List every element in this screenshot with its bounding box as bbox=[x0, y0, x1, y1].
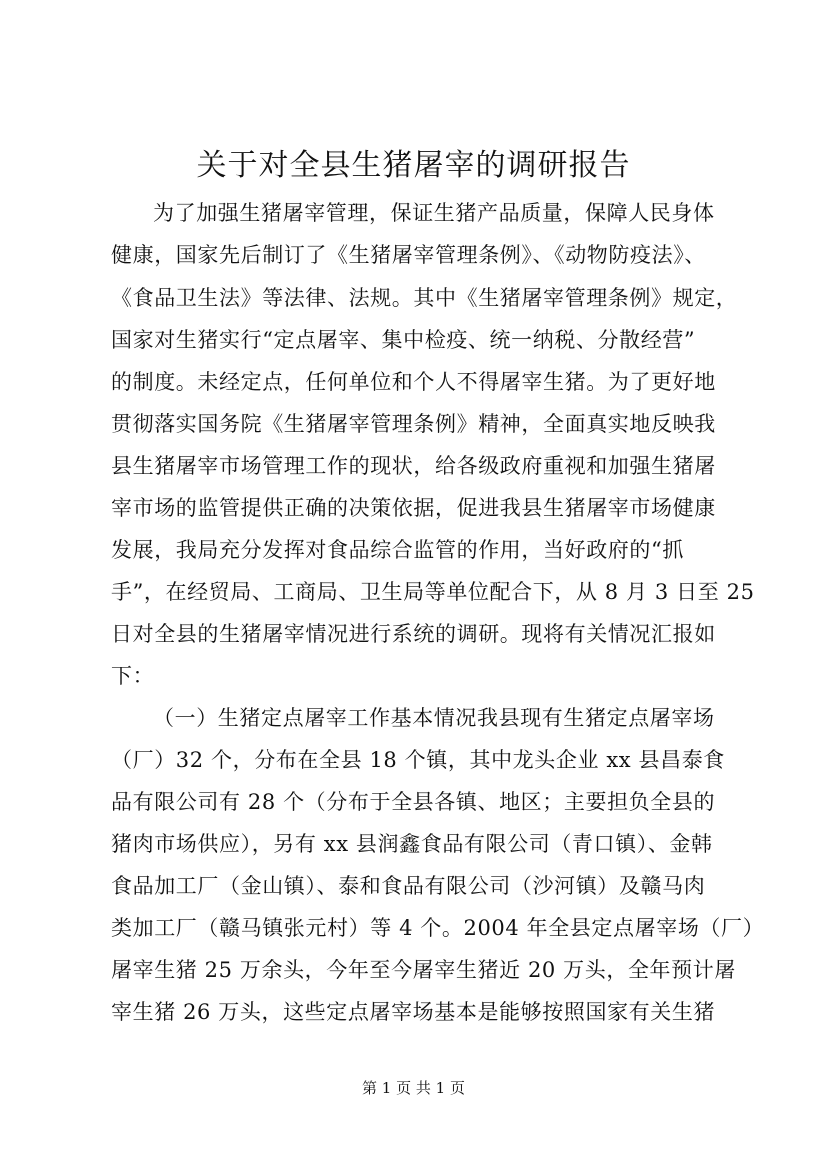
paragraph-line: 日对全县的生猪屠宰情况进行系统的调研。现将有关情况汇报如 bbox=[111, 622, 716, 646]
paragraph-line: 发展，我局充分发挥对食品综合监管的作用，当好政府的“抓 bbox=[111, 538, 684, 562]
paragraph-line: 《食品卫生法》等法律、法规。其中《生猪屠宰管理条例》规定， bbox=[111, 286, 738, 310]
paragraph-line: 县生猪屠宰市场管理工作的现状，给各级政府重视和加强生猪屠 bbox=[111, 454, 716, 478]
paragraph-line: 贯彻落实国务院《生猪屠宰管理条例》精神，全面真实地反映我 bbox=[111, 412, 716, 436]
paragraph-line: （厂）32 个，分布在全县 18 个镇，其中龙头企业 xx 县昌泰食 bbox=[111, 748, 725, 772]
paragraph-line: 猪肉市场供应），另有 xx 县润鑫食品有限公司（青口镇）、金韩 bbox=[111, 832, 713, 856]
paragraph-line: 下： bbox=[111, 664, 155, 688]
paragraph-line: 国家对生猪实行“定点屠宰、集中检疫、统一纳税、分散经营” bbox=[111, 328, 696, 352]
page-number-footer: 第 1 页 共 1 页 bbox=[362, 1079, 465, 1097]
paragraph-line: 屠宰生猪 25 万余头，今年至今屠宰生猪近 20 万头，全年预计屠 bbox=[111, 958, 736, 982]
paragraph-line: 的制度。未经定点，任何单位和个人不得屠宰生猪。为了更好地 bbox=[111, 370, 716, 394]
document-title: 关于对全县生猪屠宰的调研报告 bbox=[196, 148, 631, 183]
paragraph-line: 为了加强生猪屠宰管理，保证生猪产品质量，保障人民身体 bbox=[153, 201, 715, 225]
paragraph-line: 宰生猪 26 万头，这些定点屠宰场基本是能够按照国家有关生猪 bbox=[111, 1000, 716, 1024]
paragraph-line: 手”，在经贸局、工商局、卫生局等单位配合下，从 8 月 3 日至 25 bbox=[111, 580, 755, 604]
paragraph-line: 类加工厂（赣马镇张元村）等 4 个。2004 年全县定点屠宰场（厂） bbox=[111, 916, 765, 940]
paragraph-line: （一）生猪定点屠宰工作基本情况我县现有生猪定点屠宰场 bbox=[153, 706, 715, 730]
paragraph-line: 品有限公司有 28 个（分布于全县各镇、地区；主要担负全县的 bbox=[111, 790, 716, 814]
paragraph-line: 宰市场的监管提供正确的决策依据，促进我县生猪屠宰市场健康 bbox=[111, 496, 716, 520]
paragraph-line: 食品加工厂（金山镇）、泰和食品有限公司（沙河镇）及赣马肉 bbox=[111, 874, 706, 898]
paragraph-line: 健康，国家先后制订了《生猪屠宰管理条例》、《动物防疫法》、 bbox=[111, 243, 706, 267]
